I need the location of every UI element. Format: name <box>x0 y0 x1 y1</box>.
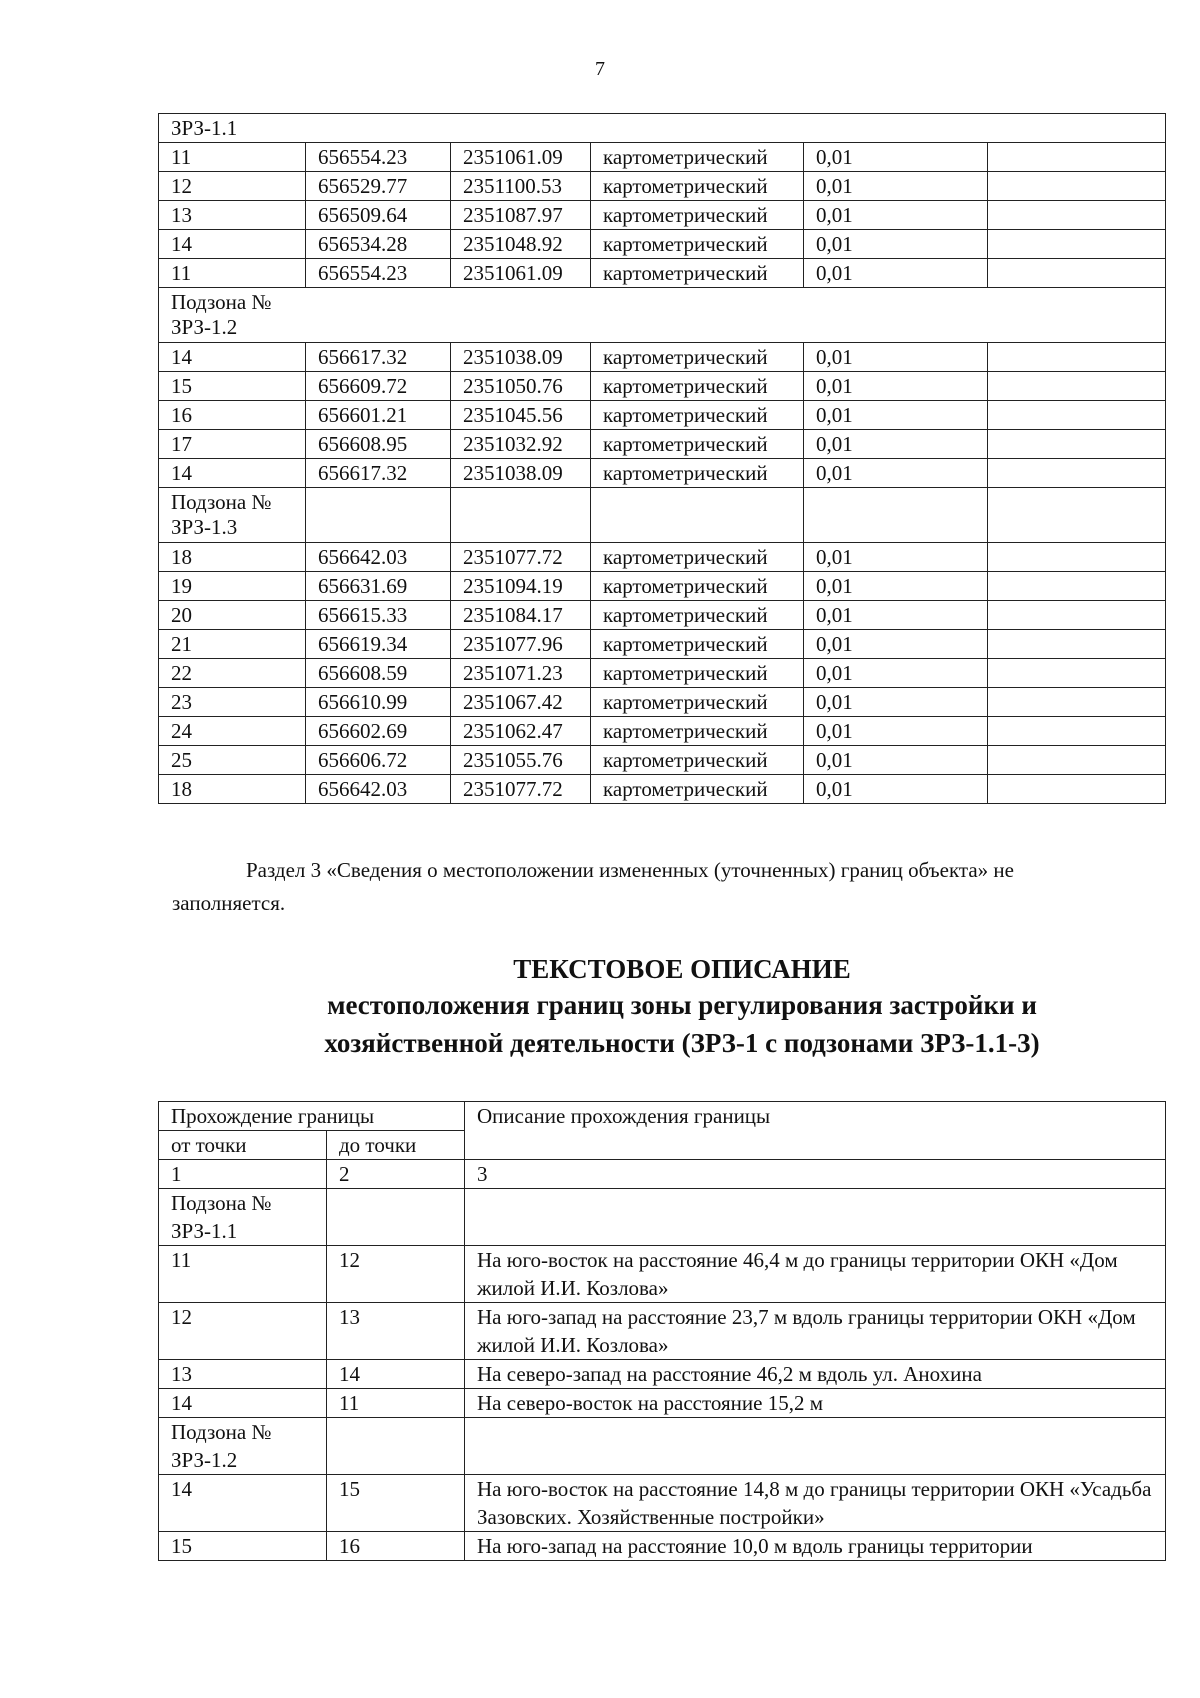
boundary-description-cell: На северо-восток на расстояние 15,2 м <box>465 1389 1166 1418</box>
x-coordinate-cell: 656602.69 <box>306 717 451 746</box>
subzone-row <box>159 114 1166 143</box>
table-row <box>159 1532 1166 1561</box>
method-cell: картометрический <box>591 372 804 401</box>
accuracy-cell: 0,01 <box>804 430 988 459</box>
description-cell <box>988 172 1166 201</box>
description-cell <box>988 543 1166 572</box>
accuracy-cell: 0,01 <box>804 630 988 659</box>
method-cell: картометрический <box>591 630 804 659</box>
point-number-cell: 14 <box>159 343 306 372</box>
method-cell: картометрический <box>591 543 804 572</box>
description-cell <box>988 459 1166 488</box>
point-number-cell: 13 <box>159 201 306 230</box>
description-cell <box>988 343 1166 372</box>
empty-cell <box>465 1418 1166 1475</box>
method-cell: картометрический <box>591 459 804 488</box>
y-coordinate-cell: 2351061.09 <box>451 143 591 172</box>
method-cell: картометрический <box>591 746 804 775</box>
accuracy-cell: 0,01 <box>804 259 988 288</box>
coordinates-table <box>158 113 1166 804</box>
subzone-row <box>159 488 1166 543</box>
table-row <box>159 201 1166 230</box>
y-coordinate-cell: 2351061.09 <box>451 259 591 288</box>
y-coordinate-cell: 2351084.17 <box>451 601 591 630</box>
point-number-cell: 11 <box>159 143 306 172</box>
y-coordinate-cell: 2351087.97 <box>451 201 591 230</box>
method-cell: картометрический <box>591 230 804 259</box>
empty-cell <box>804 488 988 543</box>
table-row <box>159 430 1166 459</box>
accuracy-cell: 0,01 <box>804 659 988 688</box>
point-number-cell: 21 <box>159 630 306 659</box>
table-row <box>159 659 1166 688</box>
table-row <box>159 688 1166 717</box>
y-coordinate-cell: 2351067.42 <box>451 688 591 717</box>
point-number-cell: 12 <box>159 172 306 201</box>
method-cell: картометрический <box>591 401 804 430</box>
table-row <box>159 1389 1166 1418</box>
x-coordinate-cell: 656554.23 <box>306 143 451 172</box>
table-row <box>159 143 1166 172</box>
x-coordinate-cell: 656601.21 <box>306 401 451 430</box>
table-row <box>159 1303 1166 1360</box>
point-number-cell: 18 <box>159 543 306 572</box>
x-coordinate-cell: 656617.32 <box>306 343 451 372</box>
to-point-cell: 14 <box>327 1360 465 1389</box>
y-coordinate-cell: 2351045.56 <box>451 401 591 430</box>
empty-cell <box>306 488 451 543</box>
page-number: 7 <box>595 58 605 80</box>
method-cell: картометрический <box>591 201 804 230</box>
point-number-cell: 18 <box>159 775 306 804</box>
table-row <box>159 259 1166 288</box>
description-cell <box>988 746 1166 775</box>
x-coordinate-cell: 656615.33 <box>306 601 451 630</box>
boundary-description-cell: На юго-восток на расстояние 14,8 м до границы территории ОКН «Усадьба Зазовских. Хозяйственные постройки» <box>465 1475 1166 1532</box>
description-cell <box>988 688 1166 717</box>
table-row <box>159 1360 1166 1389</box>
table-row <box>159 775 1166 804</box>
table-row <box>159 1246 1166 1303</box>
point-number-cell: 17 <box>159 430 306 459</box>
header-to: до точки <box>327 1131 465 1160</box>
y-coordinate-cell: 2351050.76 <box>451 372 591 401</box>
accuracy-cell: 0,01 <box>804 401 988 430</box>
to-point-cell: 15 <box>327 1475 465 1532</box>
y-coordinate-cell: 2351077.72 <box>451 543 591 572</box>
subzone-label: Подзона № ЗРЗ-1.2 <box>159 288 1166 343</box>
from-point-cell: 14 <box>159 1389 327 1418</box>
method-cell: картометрический <box>591 343 804 372</box>
table-row <box>159 230 1166 259</box>
method-cell: картометрический <box>591 717 804 746</box>
point-number-cell: 23 <box>159 688 306 717</box>
method-cell: картометрический <box>591 430 804 459</box>
empty-cell <box>327 1418 465 1475</box>
from-point-cell: 14 <box>159 1475 327 1532</box>
table-row <box>159 172 1166 201</box>
method-cell: картометрический <box>591 259 804 288</box>
column-number: 1 <box>159 1160 327 1189</box>
column-number-row <box>159 1160 1166 1189</box>
accuracy-cell: 0,01 <box>804 775 988 804</box>
description-cell <box>988 717 1166 746</box>
y-coordinate-cell: 2351094.19 <box>451 572 591 601</box>
section3-note-line2: заполняется. <box>172 891 286 915</box>
accuracy-cell: 0,01 <box>804 372 988 401</box>
header-row <box>159 1102 1166 1131</box>
from-point-cell: 13 <box>159 1360 327 1389</box>
point-number-cell: 24 <box>159 717 306 746</box>
y-coordinate-cell: 2351055.76 <box>451 746 591 775</box>
empty-cell <box>327 1189 465 1246</box>
point-number-cell: 14 <box>159 459 306 488</box>
empty-cell <box>465 1189 1166 1246</box>
point-number-cell: 16 <box>159 401 306 430</box>
table-row <box>159 459 1166 488</box>
y-coordinate-cell: 2351100.53 <box>451 172 591 201</box>
heading-subtitle-line2: хозяйственной деятельности (ЗРЗ-1 с подзонами ЗРЗ-1.1-3) <box>324 1028 1040 1058</box>
table-row <box>159 717 1166 746</box>
table-row <box>159 601 1166 630</box>
subzone-label: Подзона № ЗРЗ-1.1 <box>159 1189 327 1246</box>
boundary-description-cell: На юго-запад на расстояние 10,0 м вдоль границы территории <box>465 1532 1166 1561</box>
description-cell <box>988 143 1166 172</box>
table-row <box>159 572 1166 601</box>
subzone-row <box>159 288 1166 343</box>
point-number-cell: 20 <box>159 601 306 630</box>
accuracy-cell: 0,01 <box>804 601 988 630</box>
x-coordinate-cell: 656608.95 <box>306 430 451 459</box>
description-cell <box>988 201 1166 230</box>
accuracy-cell: 0,01 <box>804 172 988 201</box>
boundary-description-cell: На юго-восток на расстояние 46,4 м до границы территории ОКН «Дом жилой И.И. Козлова» <box>465 1246 1166 1303</box>
table-row <box>159 1475 1166 1532</box>
description-cell <box>988 630 1166 659</box>
boundary-description-cell: На северо-запад на расстояние 46,2 м вдоль ул. Анохина <box>465 1360 1166 1389</box>
empty-cell <box>988 488 1166 543</box>
table-row <box>159 543 1166 572</box>
header-from: от точки <box>159 1131 327 1160</box>
accuracy-cell: 0,01 <box>804 572 988 601</box>
from-point-cell: 11 <box>159 1246 327 1303</box>
y-coordinate-cell: 2351038.09 <box>451 343 591 372</box>
accuracy-cell: 0,01 <box>804 717 988 746</box>
description-cell <box>988 259 1166 288</box>
table-row <box>159 746 1166 775</box>
header-passage: Прохождение границы <box>159 1102 465 1131</box>
y-coordinate-cell: 2351038.09 <box>451 459 591 488</box>
y-coordinate-cell: 2351077.96 <box>451 630 591 659</box>
description-cell <box>988 775 1166 804</box>
accuracy-cell: 0,01 <box>804 543 988 572</box>
accuracy-cell: 0,01 <box>804 459 988 488</box>
description-cell <box>988 401 1166 430</box>
x-coordinate-cell: 656554.23 <box>306 259 451 288</box>
subzone-label: ЗРЗ-1.1 <box>159 114 1166 143</box>
y-coordinate-cell: 2351048.92 <box>451 230 591 259</box>
accuracy-cell: 0,01 <box>804 688 988 717</box>
table-row <box>159 343 1166 372</box>
x-coordinate-cell: 656642.03 <box>306 543 451 572</box>
x-coordinate-cell: 656610.99 <box>306 688 451 717</box>
empty-cell <box>451 488 591 543</box>
empty-cell <box>591 488 804 543</box>
section3-note-line1: Раздел 3 «Сведения о местоположении измененных (уточненных) границ объекта» не <box>246 858 1014 882</box>
description-cell <box>988 572 1166 601</box>
x-coordinate-cell: 656642.03 <box>306 775 451 804</box>
accuracy-cell: 0,01 <box>804 230 988 259</box>
x-coordinate-cell: 656617.32 <box>306 459 451 488</box>
subzone-label: Подзона № ЗРЗ-1.2 <box>159 1418 327 1475</box>
point-number-cell: 11 <box>159 259 306 288</box>
accuracy-cell: 0,01 <box>804 143 988 172</box>
point-number-cell: 15 <box>159 372 306 401</box>
to-point-cell: 12 <box>327 1246 465 1303</box>
accuracy-cell: 0,01 <box>804 201 988 230</box>
point-number-cell: 14 <box>159 230 306 259</box>
description-cell <box>988 230 1166 259</box>
method-cell: картометрический <box>591 172 804 201</box>
description-cell <box>988 601 1166 630</box>
x-coordinate-cell: 656608.59 <box>306 659 451 688</box>
boundary-description-cell: На юго-запад на расстояние 23,7 м вдоль границы территории ОКН «Дом жилой И.И. Козлова» <box>465 1303 1166 1360</box>
point-number-cell: 22 <box>159 659 306 688</box>
description-cell <box>988 430 1166 459</box>
method-cell: картометрический <box>591 143 804 172</box>
to-point-cell: 11 <box>327 1389 465 1418</box>
table-row <box>159 372 1166 401</box>
header-description: Описание прохождения границы <box>465 1102 1166 1160</box>
from-point-cell: 12 <box>159 1303 327 1360</box>
point-number-cell: 19 <box>159 572 306 601</box>
y-coordinate-cell: 2351071.23 <box>451 659 591 688</box>
x-coordinate-cell: 656619.34 <box>306 630 451 659</box>
x-coordinate-cell: 656509.64 <box>306 201 451 230</box>
method-cell: картометрический <box>591 688 804 717</box>
heading-title: ТЕКСТОВОЕ ОПИСАНИЕ <box>513 954 851 984</box>
method-cell: картометрический <box>591 775 804 804</box>
table-row <box>159 401 1166 430</box>
to-point-cell: 16 <box>327 1532 465 1561</box>
description-cell <box>988 659 1166 688</box>
boundary-description-table <box>158 1101 1166 1561</box>
heading-subtitle-line1: местоположения границ зоны регулирования застройки и <box>327 990 1037 1020</box>
column-number: 2 <box>327 1160 465 1189</box>
y-coordinate-cell: 2351062.47 <box>451 717 591 746</box>
x-coordinate-cell: 656609.72 <box>306 372 451 401</box>
table-row <box>159 630 1166 659</box>
x-coordinate-cell: 656631.69 <box>306 572 451 601</box>
method-cell: картометрический <box>591 572 804 601</box>
column-number: 3 <box>465 1160 1166 1189</box>
from-point-cell: 15 <box>159 1532 327 1561</box>
accuracy-cell: 0,01 <box>804 746 988 775</box>
y-coordinate-cell: 2351077.72 <box>451 775 591 804</box>
accuracy-cell: 0,01 <box>804 343 988 372</box>
x-coordinate-cell: 656606.72 <box>306 746 451 775</box>
subzone-row <box>159 1189 1166 1246</box>
method-cell: картометрический <box>591 601 804 630</box>
y-coordinate-cell: 2351032.92 <box>451 430 591 459</box>
method-cell: картометрический <box>591 659 804 688</box>
subzone-row <box>159 1418 1166 1475</box>
subzone-label: Подзона № ЗРЗ-1.3 <box>159 488 306 543</box>
x-coordinate-cell: 656534.28 <box>306 230 451 259</box>
point-number-cell: 25 <box>159 746 306 775</box>
description-cell <box>988 372 1166 401</box>
to-point-cell: 13 <box>327 1303 465 1360</box>
x-coordinate-cell: 656529.77 <box>306 172 451 201</box>
